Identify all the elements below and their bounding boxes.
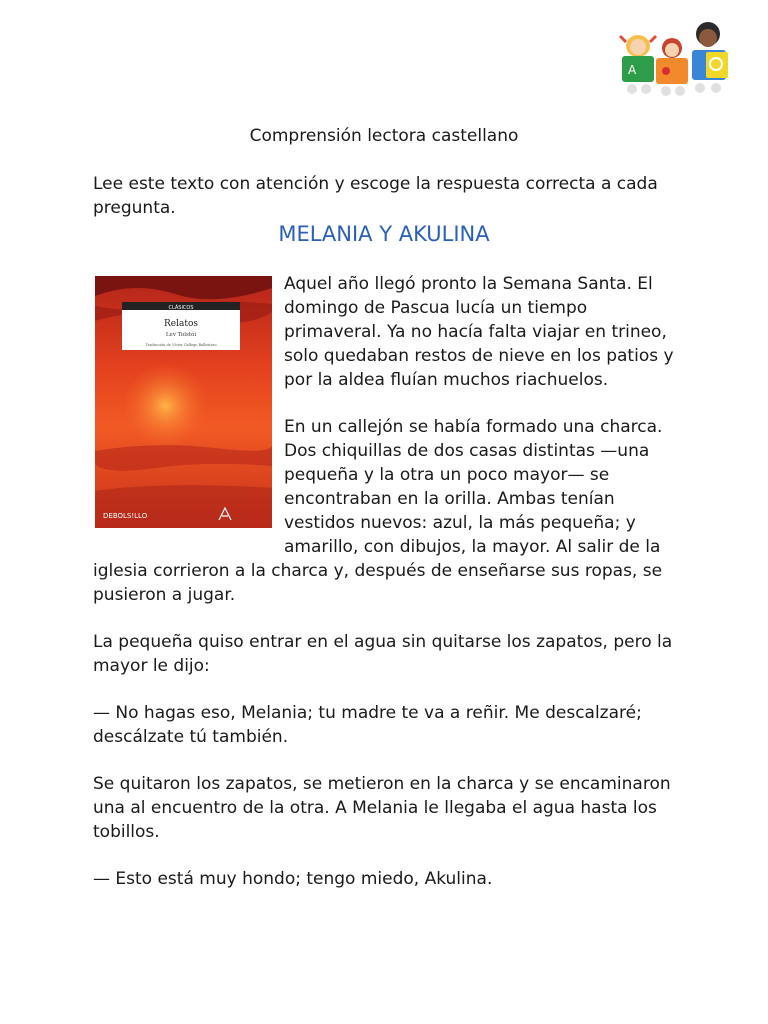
cover-title: Relatos xyxy=(163,319,199,329)
cover-translator: Traducción de Víctor Gallego Ballestero xyxy=(145,343,217,347)
cover-author: Lev Tolstói xyxy=(165,332,197,338)
story-paragraph: Aquel año llegó pronto la Semana Santa. El domingo de Pascua lucía un tiempo primaveral. Ya no hacía falta viajar en trineo, solo quedaban restos de nieve en los patios y por la aldea fluían muchos riachuelos. xyxy=(284,274,674,390)
story-title: MELANIA Y AKULINA xyxy=(278,222,490,246)
cover-series-label: CLÁSICOS xyxy=(168,305,194,311)
story-paragraph: — Esto está muy hondo; tengo miedo, Akulina. xyxy=(93,869,493,889)
page-heading: Comprensión lectora castellano xyxy=(249,126,519,146)
story-paragraph: — No hagas eso, Melania; tu madre te va a reñir. Me descalzaré; descálzate tú también. xyxy=(93,703,642,747)
cover-publisher: DEBOLS!LLO xyxy=(103,512,148,520)
story-paragraph: Se quitaron los zapatos, se metieron en la charca y se encaminaron una al encuentro de la otra. A Melania le llegaba el agua hasta los tobillos. xyxy=(93,774,671,842)
instructions-text: Lee este texto con atención y escoge la respuesta correcta a cada pregunta. xyxy=(93,174,658,218)
story-paragraph: En un callejón se había formado una charca. Dos chiquillas de dos casas distintas —una pequeña y la otra un poco mayor— se encontraban en la orilla. Ambas tenían vestidos nuevos: azul, la más pequeña; y amarillo, con dibujos, la mayor. Al salir de la iglesia corrieron a la charca y, después de enseñarse sus ropas, se pusieron a jugar. xyxy=(93,417,663,605)
cover-float-spacer xyxy=(93,272,284,536)
story-paragraph: La pequeña quiso entrar en el agua sin quitarse los zapatos, pero la mayor le dijo: xyxy=(93,632,673,676)
svg-text:A: A xyxy=(628,63,637,77)
story-body xyxy=(93,272,683,914)
kids-reading-books-icon xyxy=(616,16,732,98)
